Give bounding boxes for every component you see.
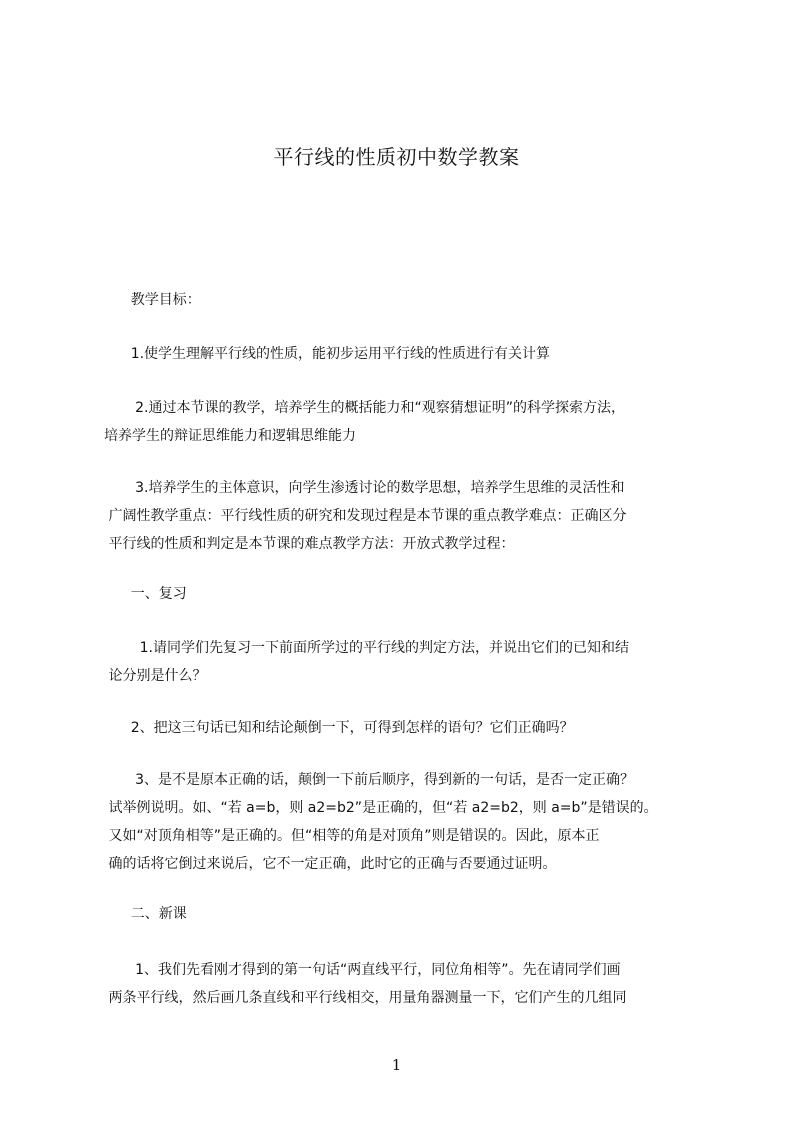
paragraph-review-1 (104, 634, 714, 690)
text-line: 1.使学生理解平行线的性质，能初步运用平行线的性质进行有关计算 (104, 346, 551, 362)
text-line: 2、把这三句话已知和结论颠倒一下，可得到怎样的语句？它们正确吗？ (104, 720, 574, 736)
text-line: 两条平行线，然后画几条直线和平行线相交，用量角器测量一下，它们产生的几组同 (104, 990, 627, 1006)
paragraph-objective-2 (104, 394, 714, 450)
text-line: 二、新课 (104, 906, 187, 922)
text-line: 培养学生的辩证思维能力和逻辑思维能力 (104, 428, 356, 444)
text-line: 3、是不是原本正确的话，颠倒一下前后顺序，得到新的一句话，是否一定正确？ (104, 772, 635, 788)
paragraph-review-3 (104, 766, 714, 878)
paragraph-new-lesson-1 (104, 956, 714, 1012)
paragraph-objectives-heading (104, 286, 714, 314)
text-line: 试举例说明。如、“若 a=b，则 a2=b2”是正确的，但“若 a2=b2，则 a=b”是错误的。 (104, 800, 658, 816)
section-heading-new-lesson (104, 900, 714, 928)
page-number: 1 (391, 1056, 402, 1074)
page-title: 平行线的性质初中数学教案 (273, 145, 520, 169)
paragraph-objective-1 (104, 340, 714, 368)
text-line: 广阔性教学重点：平行线性质的研究和发现过程是本节课的重点教学难点：正确区分 (104, 508, 627, 524)
text-line: 3.培养学生的主体意识，向学生渗透讨论的数学思想，培养学生思维的灵活性和 (104, 480, 625, 496)
text-line: 2.通过本节课的教学，培养学生的概括能力和“观察猜想证明”的科学探索方法， (104, 400, 626, 416)
text-line: 1.请同学们先复习一下前面所学过的平行线的判定方法，并说出它们的已知和结 (104, 640, 629, 656)
text-line: 平行线的性质和判定是本节课的难点教学方法：开放式教学过程： (104, 536, 515, 552)
text-line: 又如“对顶角相等”是正确的。但“相等的角是对顶角”则是错误的。因此，原本正 (104, 828, 600, 844)
paragraph-review-2 (104, 714, 714, 742)
section-heading-review (104, 580, 714, 608)
text-line: 1、我们先看刚才得到的第一句话“两直线平行，同位角相等”。先在请同学们画 (104, 962, 621, 978)
text-line: 教学目标： (104, 292, 201, 308)
text-line: 一、复习 (104, 586, 187, 602)
text-line: 论分别是什么？ (104, 668, 207, 684)
text-line: 确的话将它倒过来说后，它不一定正确，此时它的正确与否要通过证明。 (104, 856, 557, 872)
paragraph-objective-3 (104, 474, 714, 558)
